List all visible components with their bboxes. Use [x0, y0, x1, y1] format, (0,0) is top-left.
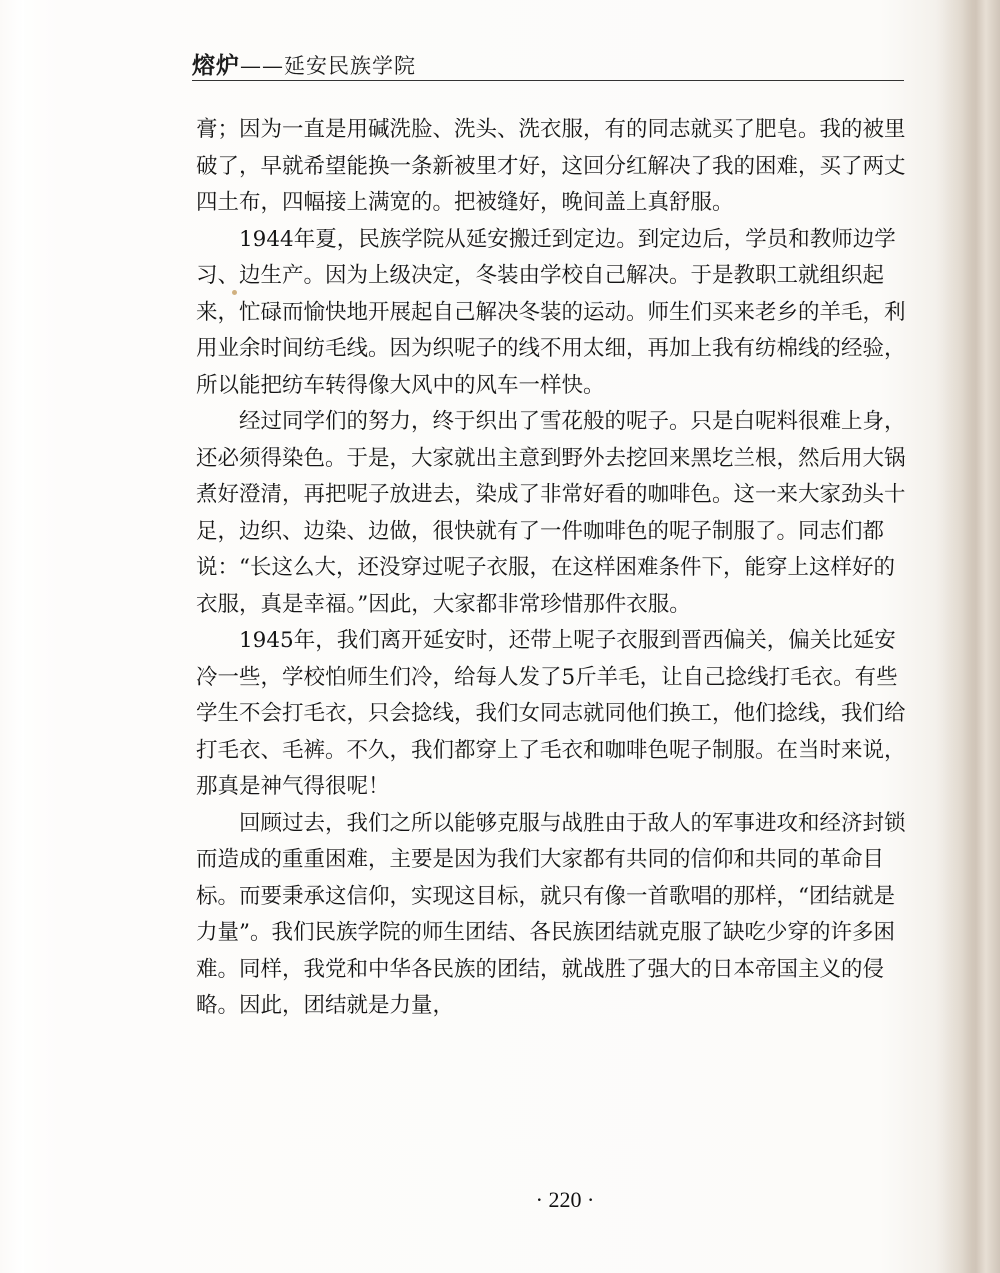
body-text: [196, 112, 910, 1025]
page-binding-shadow: [942, 0, 1000, 1273]
header-book-title: 熔炉: [192, 52, 240, 79]
page-number: · 220 ·: [535, 1187, 595, 1212]
paragraph-2: 1944年夏，民族学院从延安搬迁到定边。到定边后，学员和教师边学习、边生产。因为上级决定，冬装由学校自己解决。于是教职工就组织起来，忙碌而愉快地开展起自己解决冬装的运动。师生们买来老乡的羊毛，利用业余时间纺毛线。因为织呢子的线不用太细，再加上我有纺棉线的经验，所以能把纺车转得像大风中的风车一样快。: [196, 226, 906, 398]
paragraph-5: 回顾过去，我们之所以能够克服与战胜由于敌人的军事进攻和经济封锁而造成的重重困难，主要是因为我们大家都有共同的信仰和共同的革命目标。而要秉承这信仰，实现这目标，就只有像一首歌唱的那样，“团结就是力量”。我们民族学院的师生团结、各民族团结就克服了缺吃少穿的许多困难。同样，我党和中华各民族的团结，就战胜了强大的日本帝国主义的侵略。因此，团结就是力量，: [196, 810, 906, 1018]
header-rule: [192, 80, 904, 81]
paragraph-3: 经过同学们的努力，终于织出了雪花般的呢子。只是白呢料很难上身，还必须得染色。于是，大家就出主意到野外去挖回来黑圪兰根，然后用大锅煮好澄清，再把呢子放进去，染成了非常好看的咖啡色。这一来大家劲头十足，边织、边染、边做，很快就有了一件咖啡色的呢子制服了。同志们都说：“长这么大，还没穿过呢子衣服，在这样困难条件下，能穿上这样好的衣服，真是幸福。”因此，大家都非常珍惜那件衣服。: [196, 409, 906, 617]
paragraph-1: 膏；因为一直是用碱洗脸、洗头、洗衣服，有的同志就买了肥皂。我的被里破了，早就希望能换一条新被里才好，这回分红解决了我的困难，买了两丈四土布，四幅接上满宽的。把被缝好，晚间盖上真舒服。: [196, 117, 906, 215]
header-subtitle: 延安民族学院: [284, 54, 416, 78]
paragraph-4: 1945年，我们离开延安时，还带上呢子衣服到晋西偏关，偏关比延安冷一些，学校怕师生们冷，给每人发了5斤羊毛，让自己捻线打毛衣。有些学生不会打毛衣，只会捻线，我们女同志就同他们换工，他们捻线，我们给打毛衣、毛裤。不久，我们都穿上了毛衣和咖啡色呢子制服。在当时来说，那真是神气得很呢！: [196, 628, 906, 799]
header-separator: ——: [240, 54, 284, 78]
running-header: [192, 47, 416, 80]
page-left-margin: [0, 0, 24, 1273]
